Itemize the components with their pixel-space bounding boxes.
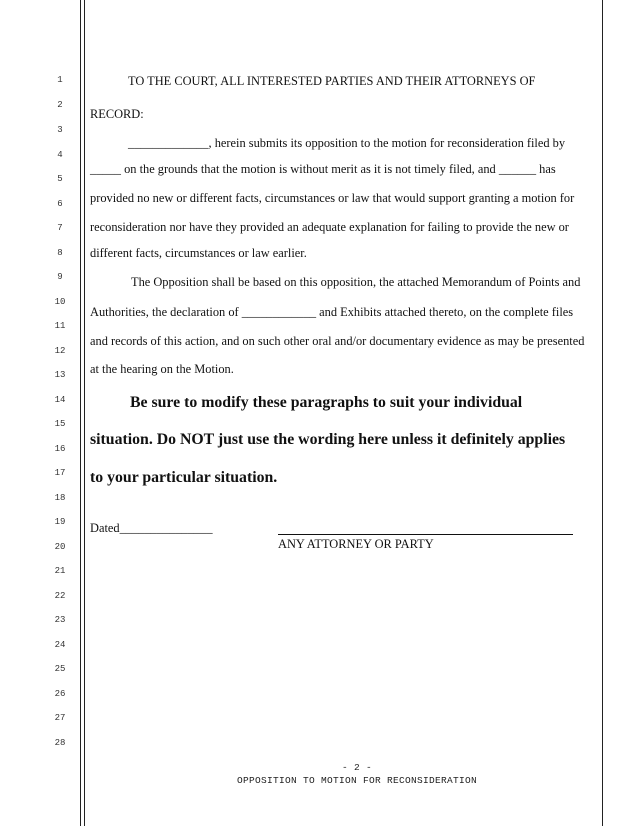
line-number: 13: [54, 370, 66, 380]
signature-party-label: ANY ATTORNEY OR PARTY: [278, 537, 434, 551]
body-text-line: The Opposition shall be based on this opposition, the attached Memorandum of Points and: [131, 275, 581, 289]
body-text-line: different facts, circumstances or law earlier.: [90, 246, 307, 260]
line-number: 7: [57, 223, 63, 233]
line-number: 16: [54, 444, 66, 454]
line-number: 28: [54, 738, 66, 748]
body-text-line: _____________, herein submits its opposition to the motion for reconsideration filed by: [128, 136, 566, 150]
line-number: 21: [54, 566, 66, 576]
body-text-line: and records of this action, and on such other oral and/or documentary evidence as may be presented: [90, 334, 585, 348]
line-number: 12: [54, 346, 66, 356]
instruction-line-2: situation. Do NOT just use the wording here unless it definitely applies: [90, 431, 566, 448]
line-number: 6: [57, 199, 63, 209]
line-number: 23: [54, 615, 66, 625]
line-number: 17: [54, 468, 66, 478]
signature-line: [278, 534, 573, 535]
body-text-line: reconsideration nor have they provided an adequate explanation for failing to provide the new or: [90, 220, 569, 234]
line-number: 15: [54, 419, 66, 429]
footer-title: OPPOSITION TO MOTION FOR RECONSIDERATION: [236, 775, 478, 786]
line-number: 4: [57, 150, 63, 160]
line-number: 9: [57, 272, 63, 282]
line-number: 18: [54, 493, 66, 503]
line-number: 19: [54, 517, 66, 527]
line-number: 14: [54, 395, 66, 405]
page-number: - 2 -: [341, 762, 372, 773]
line-number: 5: [57, 174, 63, 184]
line-number: 1: [57, 75, 63, 85]
instruction-line-1: Be sure to modify these paragraphs to suit your individual: [130, 394, 523, 411]
line-number: 8: [57, 248, 63, 258]
left-margin-rule-outer: [80, 0, 81, 826]
left-margin-rule-inner: [84, 0, 85, 826]
line-number: 3: [57, 125, 63, 135]
body-text-line: Authorities, the declaration of ____________ and Exhibits attached thereto, on the complete files: [90, 305, 574, 319]
line-number: 22: [54, 591, 66, 601]
line-number: 10: [54, 297, 66, 307]
instruction-line-3: to your particular situation.: [90, 469, 278, 486]
line-number: 2: [57, 100, 63, 110]
line-number: 11: [54, 321, 66, 331]
right-margin-rule: [602, 0, 603, 826]
line-number: 25: [54, 664, 66, 674]
salutation-line-1: TO THE COURT, ALL INTERESTED PARTIES AND THEIR ATTORNEYS OF: [128, 74, 536, 88]
body-text-line: provided no new or different facts, circumstances or law that would support granting a motion for: [90, 191, 575, 205]
line-number: 26: [54, 689, 66, 699]
line-number: 24: [54, 640, 66, 650]
salutation-line-2: RECORD:: [90, 107, 144, 121]
line-number: 20: [54, 542, 66, 552]
dated-field: Dated_______________: [90, 521, 213, 535]
body-text-line: _____ on the grounds that the motion is without merit as it is not timely filed, and ______ has: [90, 162, 556, 176]
line-number: 27: [54, 713, 66, 723]
body-text-line: at the hearing on the Motion.: [90, 362, 234, 376]
